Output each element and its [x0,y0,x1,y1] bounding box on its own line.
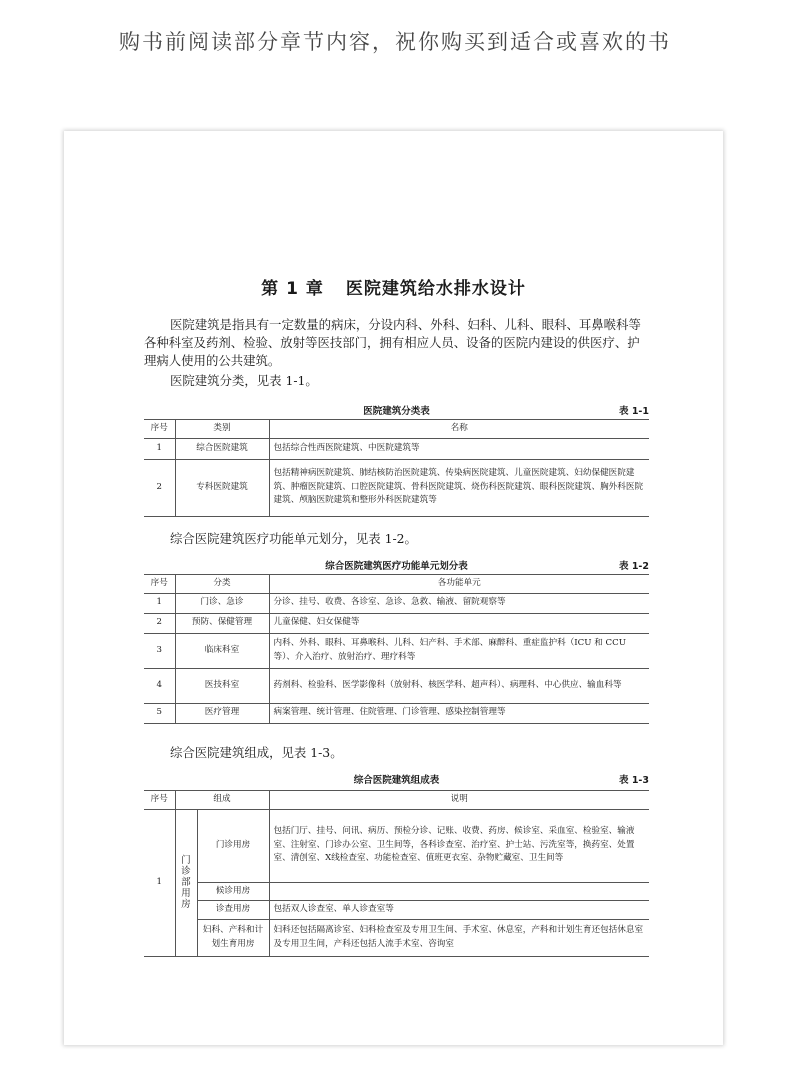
table-cell: 3 [144,633,175,668]
chapter-heading [64,274,723,299]
table-row [144,882,649,901]
table2-title: 综合医院建筑医疗功能单元划分表 [325,561,468,572]
table-header-row [144,575,649,594]
table-cell: 4 [144,668,175,703]
table-cell: 1 [144,438,175,459]
table3-title: 综合医院建筑组成表 [353,775,440,786]
table-cell: 包括双人诊查室、单人诊查室等 [269,901,649,920]
table-cell: 候诊用房 [197,882,269,901]
page-banner: 购书前阅读部分章节内容，祝你购买到适合或喜欢的书 [119,30,671,54]
table-cell: 医疗管理 [175,703,269,723]
table1-reference: 医院建筑分类，见表 1-1。 [170,373,318,388]
column-header: 序号 [144,791,175,810]
table-row [144,901,649,920]
column-header: 序号 [144,420,175,439]
table-cell: 医技科室 [175,668,269,703]
column-header: 说明 [269,791,649,810]
table-cell: 妇科、产科和计划生育用房 [197,919,269,956]
chapter-number: 第 1 章 [261,279,324,299]
table-cell: 预防、保健管理 [175,613,269,633]
table-cell: 临床科室 [175,633,269,668]
group-label: 门诊部用房 [181,855,191,910]
table-cell: 儿童保健、妇女保健等 [269,613,649,633]
table-cell: 专科医院建筑 [175,459,269,516]
table1-number: 表 1-1 [619,406,649,417]
column-header: 序号 [144,575,175,594]
table3-reference: 综合医院建筑组成，见表 1-3。 [170,745,343,760]
hospital-classification-table [144,419,649,517]
table-row [144,459,649,516]
table-row [144,613,649,633]
table-cell: 1 [144,809,175,956]
table-cell: 妇科还包括隔离诊室、妇科检查室及专用卫生间、手术室、休息室，产科和计划生育还包括休息室及专用卫生间，产科还包括人流手术室、咨询室 [269,919,649,956]
table-cell: 2 [144,459,175,516]
table-cell: 门诊、急诊 [175,593,269,613]
table-cell [269,882,649,901]
table-cell: 诊查用房 [197,901,269,920]
column-header: 各功能单元 [269,575,649,594]
table1-title: 医院建筑分类表 [363,406,430,417]
table-cell: 分诊、挂号、收费、各诊室、急诊、急救、输液、留院观察等 [269,593,649,613]
column-header: 组成 [175,791,269,810]
table-cell: 综合医院建筑 [175,438,269,459]
column-header: 类别 [175,420,269,439]
table-row [144,668,649,703]
table-row [144,809,649,882]
table-cell: 包括综合性西医院建筑、中医院建筑等 [269,438,649,459]
table-row [144,919,649,956]
table-header-row [144,791,649,810]
table3-number: 表 1-3 [619,775,649,786]
column-header: 名称 [269,420,649,439]
table-row [144,633,649,668]
hospital-composition-table [144,790,649,957]
table2-reference: 综合医院建筑医疗功能单元划分，见表 1-2。 [170,531,417,546]
table-cell: 包括门厅、挂号、问讯、病历、预检分诊、记账、收费、药房、候诊室、采血室、检验室、输液室、注射室、门诊办公室、卫生间等，各科诊查室、治疗室、护士站、污洗室等，换药室、处置室、清创室、X线检查室、功能检查室、值班更衣室、杂物贮藏室、卫生间等 [269,809,649,882]
table-cell: 药剂科、检验科、医学影像科（放射科、核医学科、超声科）、病理科、中心供应、输血科等 [269,668,649,703]
table2-number: 表 1-2 [619,561,649,572]
intro-paragraph: 医院建筑是指具有一定数量的病床，分设内科、外科、妇科、儿科、眼科、耳鼻喉科等各种科室及药剂、检验、放射等医技部门，拥有相应人员、设备的医院内建设的供医疗、护理病人使用的公共建筑。 [144,317,641,368]
table-cell: 2 [144,613,175,633]
table-cell: 1 [144,593,175,613]
table-cell: 5 [144,703,175,723]
table-row [144,593,649,613]
chapter-title: 医院建筑给水排水设计 [345,279,526,299]
group-cell [175,809,197,956]
column-header: 分类 [175,575,269,594]
table-row [144,703,649,723]
table-row [144,438,649,459]
table-header-row [144,420,649,439]
medical-function-units-table [144,574,649,724]
book-page [64,131,723,1045]
table-cell: 门诊用房 [197,809,269,882]
table-cell: 内科、外科、眼科、耳鼻喉科、儿科、妇产科、手术部、麻醉科、重症监护科（ICU 和 CCU 等）、介入治疗、放射治疗、理疗科等 [269,633,649,668]
table-cell: 病案管理、统计管理、住院管理、门诊管理、感染控制管理等 [269,703,649,723]
table-cell: 包括精神病医院建筑、肺结核防治医院建筑、传染病医院建筑、儿童医院建筑、妇幼保健医院建筑、肿瘤医院建筑、口腔医院建筑、骨科医院建筑、烧伤科医院建筑、眼科医院建筑、胸外科医院建筑、颅脑医院建筑和整形外科医院建筑等 [269,459,649,516]
